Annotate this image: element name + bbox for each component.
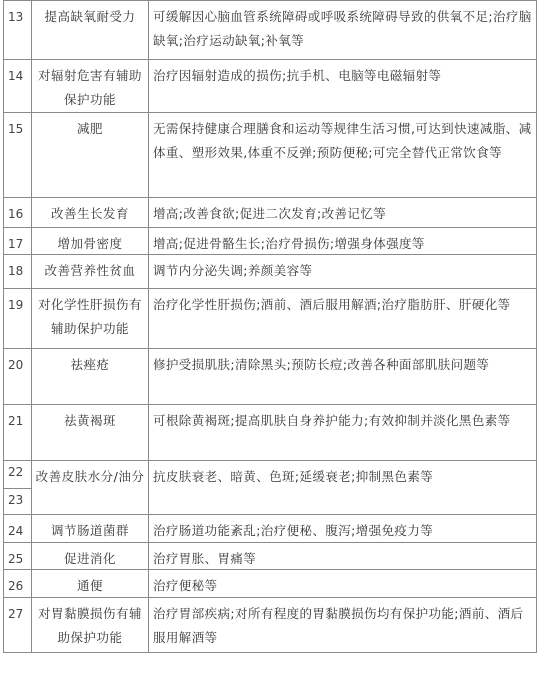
row-number-split [4, 461, 32, 514]
function-description: 治疗化学性肝损伤;酒前、酒后服用解酒;治疗脂肪肝、肝硬化等 [153, 297, 511, 312]
row-number: 17 [4, 228, 32, 254]
function-description: 治疗胃胀、胃痛等 [153, 551, 257, 566]
table-row [4, 197, 536, 227]
function-description: 治疗胃部疾病;对所有程度的胃黏膜损伤均有保护功能;酒前、酒后服用解酒等 [153, 606, 524, 645]
function-description: 可缓解因心脑血管系统障碍或呼吸系统障碍导致的供氧不足;治疗脑缺氧;治疗运动缺氧;补氧等 [153, 9, 532, 48]
table-row [4, 597, 536, 652]
row-number: 26 [4, 570, 32, 597]
function-description: 治疗肠道功能紊乱;治疗便秘、腹泻;增强免疫力等 [153, 523, 434, 538]
table-row [4, 569, 536, 597]
table-row [4, 112, 536, 197]
functions-table [3, 0, 537, 653]
row-number: 19 [4, 289, 32, 348]
table-row [4, 227, 536, 254]
function-name: 通便 [32, 570, 149, 597]
function-description: 增高;改善食欲;促进二次发育;改善记忆等 [153, 206, 387, 221]
row-number: 18 [4, 255, 32, 288]
function-name: 提高缺氧耐受力 [32, 1, 149, 59]
table-row [4, 288, 536, 348]
function-description: 治疗便秘等 [153, 578, 218, 593]
function-name: 增加骨密度 [32, 228, 149, 254]
function-description: 可根除黄褐斑;提高肌肤自身养护能力;有效抑制并淡化黑色素等 [153, 413, 511, 428]
function-description: 增高;促进骨骼生长;治疗骨损伤;增强身体强度等 [153, 236, 425, 251]
function-name: 祛黄褐斑 [32, 405, 149, 460]
table-row [4, 0, 536, 59]
table-row [4, 542, 536, 569]
table-row [4, 59, 536, 112]
table-row [4, 348, 536, 404]
function-name: 改善皮肤水分/油分 [32, 461, 149, 514]
function-name: 祛痤疮 [32, 349, 149, 404]
row-number: 14 [4, 60, 32, 112]
row-number: 16 [4, 198, 32, 227]
table-row [4, 254, 536, 288]
row-number: 15 [4, 113, 32, 197]
row-number: 21 [4, 405, 32, 460]
row-number: 24 [4, 515, 32, 542]
row-number: 13 [4, 1, 32, 59]
row-number: 25 [4, 543, 32, 569]
table-row [4, 514, 536, 542]
row-number: 20 [4, 349, 32, 404]
table-row [4, 460, 536, 514]
function-name: 对化学性肝损伤有辅助保护功能 [32, 289, 149, 348]
function-description: 抗皮肤衰老、暗黄、色斑;延缓衰老;抑制黑色素等 [153, 469, 434, 484]
table-row [4, 404, 536, 460]
function-name: 调节肠道菌群 [32, 515, 149, 542]
row-number: 27 [4, 598, 32, 652]
function-description: 治疗因辐射造成的损伤;抗手机、电脑等电磁辐射等 [153, 68, 442, 83]
function-name: 促进消化 [32, 543, 149, 569]
function-name: 减肥 [32, 113, 149, 197]
function-description: 无需保持健康合理膳食和运动等规律生活习惯,可达到快速减脂、减体重、塑形效果,体重不反弹;预防便秘;可完全替代正常饮食等 [153, 121, 532, 160]
row-number: 22 [4, 461, 32, 488]
function-description: 调节内分泌失调;养颜美容等 [153, 263, 313, 278]
function-name: 对胃黏膜损伤有辅助保护功能 [32, 598, 149, 652]
function-name: 对辐射危害有辅助保护功能 [32, 60, 149, 112]
function-name: 改善营养性贫血 [32, 255, 149, 288]
function-description: 修护受损肌肤;清除黑头;预防长痘;改善各种面部肌肤问题等 [153, 357, 490, 372]
row-number: 23 [4, 488, 32, 515]
function-name: 改善生长发育 [32, 198, 149, 227]
